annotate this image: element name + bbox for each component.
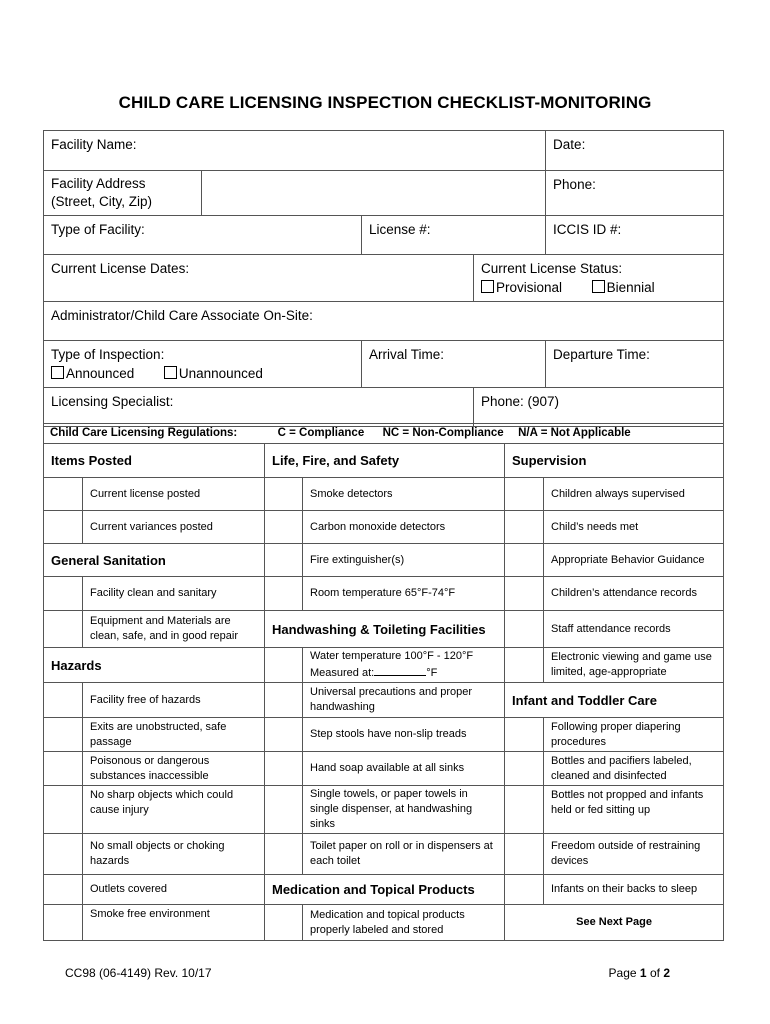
compliance-box[interactable] bbox=[505, 478, 544, 511]
item-smoke-detectors: Smoke detectors bbox=[303, 478, 505, 511]
compliance-box[interactable] bbox=[505, 752, 544, 786]
item-universal-precautions: Universal precautions and proper handwashing bbox=[303, 683, 505, 718]
page-total: 2 bbox=[663, 966, 670, 980]
compliance-box[interactable] bbox=[505, 577, 544, 611]
compliance-box[interactable] bbox=[505, 718, 544, 752]
section-general-sanitation: General Sanitation bbox=[44, 544, 265, 577]
announced-checkbox[interactable] bbox=[51, 366, 64, 379]
non-compliance-legend: NC = Non-Compliance bbox=[382, 427, 504, 439]
section-hazards: Hazards bbox=[44, 648, 265, 683]
compliance-box[interactable] bbox=[265, 683, 303, 718]
iccis-id-field[interactable] bbox=[546, 216, 724, 255]
arrival-time-label: Arrival Time: bbox=[369, 347, 445, 362]
compliance-box[interactable] bbox=[265, 511, 303, 544]
item-staff-attendance: Staff attendance records bbox=[544, 611, 724, 648]
page-title: CHILD CARE LICENSING INSPECTION CHECKLIST-MONITORING bbox=[118, 93, 652, 112]
compliance-box[interactable] bbox=[265, 752, 303, 786]
legend-row bbox=[44, 424, 724, 444]
date-field[interactable] bbox=[546, 131, 724, 171]
arrival-time-field[interactable] bbox=[362, 341, 546, 388]
item-diapering: Following proper diapering procedures bbox=[544, 718, 724, 752]
compliance-legend: C = Compliance bbox=[277, 427, 365, 439]
compliance-box[interactable] bbox=[265, 577, 303, 611]
biennial-label: Biennial bbox=[606, 280, 655, 295]
page-of: of bbox=[649, 966, 660, 980]
compliance-box[interactable] bbox=[265, 544, 303, 577]
compliance-box[interactable] bbox=[505, 834, 544, 875]
form-id: CC98 (06-4149) Rev. 10/17 bbox=[65, 966, 212, 980]
type-of-inspection-field bbox=[44, 341, 362, 388]
item-attendance-records: Children’s attendance records bbox=[544, 577, 724, 611]
departure-time-label: Departure Time: bbox=[553, 347, 650, 362]
item-smoke-free: Smoke free environment bbox=[83, 905, 265, 941]
item-bottles-not-propped: Bottles not propped and infants held or fed sitting up bbox=[544, 786, 724, 834]
license-number-label: License #: bbox=[369, 222, 431, 237]
page-current: 1 bbox=[639, 966, 647, 980]
date-label: Date: bbox=[553, 137, 586, 152]
item-current-license-posted: Current license posted bbox=[83, 478, 265, 511]
item-equipment-materials: Equipment and Materials are clean, safe, and in good repair bbox=[83, 611, 265, 648]
item-behavior-guidance: Appropriate Behavior Guidance bbox=[544, 544, 724, 577]
current-license-dates-label: Current License Dates: bbox=[51, 261, 190, 276]
item-medication-labeled: Medication and topical products properly labeled and stored bbox=[303, 905, 505, 941]
facility-address-sub-label: (Street, City, Zip) bbox=[51, 194, 153, 209]
item-electronic-viewing: Electronic viewing and game use limited, age-appropriate bbox=[544, 648, 724, 683]
facility-address-label: Facility Address bbox=[51, 176, 146, 191]
type-of-inspection-label: Type of Inspection: bbox=[51, 347, 165, 362]
compliance-box[interactable] bbox=[265, 648, 303, 683]
compliance-box[interactable] bbox=[505, 875, 544, 905]
compliance-box[interactable] bbox=[44, 718, 83, 752]
compliance-box[interactable] bbox=[265, 905, 303, 941]
facility-address-field[interactable] bbox=[202, 171, 546, 216]
iccis-id-label: ICCIS ID #: bbox=[553, 222, 622, 237]
page-number bbox=[609, 966, 670, 980]
item-co-detectors: Carbon monoxide detectors bbox=[303, 511, 505, 544]
item-fire-extinguishers: Fire extinguisher(s) bbox=[303, 544, 505, 577]
page-prefix: Page bbox=[608, 966, 637, 980]
compliance-box[interactable] bbox=[505, 511, 544, 544]
see-next-page: See Next Page bbox=[505, 905, 724, 941]
compliance-box[interactable] bbox=[265, 834, 303, 875]
item-room-temperature: Room temperature 65°F-74°F bbox=[303, 577, 505, 611]
item-water-temperature bbox=[303, 648, 505, 683]
compliance-box[interactable] bbox=[505, 611, 544, 648]
item-bottles-labeled: Bottles and pacifiers labeled, cleaned and disinfected bbox=[544, 752, 724, 786]
compliance-box[interactable] bbox=[505, 648, 544, 683]
measured-at-label: Measured at: bbox=[310, 667, 375, 679]
announced-label: Announced bbox=[66, 366, 135, 381]
item-sharp-objects: No sharp objects which could cause injury bbox=[83, 786, 265, 834]
item-step-stools: Step stools have non-slip treads bbox=[303, 718, 505, 752]
unannounced-checkbox[interactable] bbox=[164, 366, 177, 379]
compliance-box[interactable] bbox=[44, 511, 83, 544]
unannounced-label: Unannounced bbox=[178, 366, 263, 381]
compliance-box[interactable] bbox=[44, 683, 83, 718]
facility-info-table bbox=[43, 130, 724, 427]
item-hand-soap: Hand soap available at all sinks bbox=[303, 752, 505, 786]
biennial-checkbox[interactable] bbox=[592, 280, 605, 293]
facility-address-label-cell bbox=[44, 171, 202, 216]
administrator-field[interactable] bbox=[44, 302, 724, 341]
compliance-box[interactable] bbox=[44, 611, 83, 648]
section-handwashing: Handwashing & Toileting Facilities bbox=[265, 611, 505, 648]
compliance-box[interactable] bbox=[44, 905, 83, 941]
regulations-label: Child Care Licensing Regulations: bbox=[50, 427, 238, 439]
item-facility-clean: Facility clean and sanitary bbox=[83, 577, 265, 611]
item-toilet-paper: Toilet paper on roll or in dispensers at each toilet bbox=[303, 834, 505, 875]
current-license-status-field bbox=[474, 255, 724, 302]
section-items-posted: Items Posted bbox=[44, 444, 265, 478]
item-small-objects: No small objects or choking hazards bbox=[83, 834, 265, 875]
licensing-specialist-label: Licensing Specialist: bbox=[51, 394, 174, 409]
type-of-facility-label: Type of Facility: bbox=[51, 222, 145, 237]
type-of-facility-field[interactable] bbox=[44, 216, 362, 255]
compliance-box[interactable] bbox=[44, 834, 83, 875]
phone-label: Phone: bbox=[553, 177, 596, 192]
specialist-phone-label: Phone: (907) bbox=[481, 394, 560, 409]
item-current-variances-posted: Current variances posted bbox=[83, 511, 265, 544]
compliance-box[interactable] bbox=[265, 718, 303, 752]
license-number-field[interactable] bbox=[362, 216, 546, 255]
item-facility-free-hazards: Facility free of hazards bbox=[83, 683, 265, 718]
compliance-box[interactable] bbox=[44, 478, 83, 511]
compliance-box[interactable] bbox=[44, 875, 83, 905]
item-single-towels: Single towels, or paper towels in single dispenser, at handwashing sinks bbox=[303, 786, 505, 834]
section-supervision: Supervision bbox=[505, 444, 724, 478]
administrator-label: Administrator/Child Care Associate On-Site: bbox=[51, 308, 313, 323]
specialist-phone-field[interactable] bbox=[474, 388, 724, 427]
provisional-label: Provisional bbox=[496, 280, 563, 295]
measured-at-blank[interactable] bbox=[374, 664, 426, 676]
checklist-table bbox=[43, 423, 724, 941]
section-life-fire-safety: Life, Fire, and Safety bbox=[265, 444, 505, 478]
compliance-box[interactable] bbox=[265, 786, 303, 834]
compliance-box[interactable] bbox=[44, 752, 83, 786]
section-infant-toddler: Infant and Toddler Care bbox=[505, 683, 724, 718]
item-poisonous: Poisonous or dangerous substances inaccessible bbox=[83, 752, 265, 786]
phone-field[interactable] bbox=[546, 171, 724, 216]
compliance-box[interactable] bbox=[505, 544, 544, 577]
current-license-dates-field[interactable] bbox=[44, 255, 474, 302]
licensing-specialist-field[interactable] bbox=[44, 388, 474, 427]
water-temperature-label: Water temperature 100°F - 120°F bbox=[310, 650, 474, 662]
not-applicable-legend: N/A = Not Applicable bbox=[518, 427, 631, 439]
item-infants-backs: Infants on their backs to sleep bbox=[544, 875, 724, 905]
provisional-checkbox[interactable] bbox=[481, 280, 494, 293]
compliance-box[interactable] bbox=[505, 786, 544, 834]
item-exits: Exits are unobstructed, safe passage bbox=[83, 718, 265, 752]
compliance-box[interactable] bbox=[44, 577, 83, 611]
departure-time-field[interactable] bbox=[546, 341, 724, 388]
measured-at-unit: °F bbox=[426, 667, 438, 679]
item-outlets: Outlets covered bbox=[83, 875, 265, 905]
compliance-box[interactable] bbox=[265, 478, 303, 511]
section-medication: Medication and Topical Products bbox=[265, 875, 505, 905]
current-license-status-label: Current License Status: bbox=[481, 261, 623, 276]
facility-name-label: Facility Name: bbox=[51, 137, 137, 152]
facility-name-field[interactable] bbox=[44, 131, 546, 171]
item-freedom-restraining: Freedom outside of restraining devices bbox=[544, 834, 724, 875]
item-children-supervised: Children always supervised bbox=[544, 478, 724, 511]
item-childs-needs-met: Child’s needs met bbox=[544, 511, 724, 544]
compliance-box[interactable] bbox=[44, 786, 83, 834]
